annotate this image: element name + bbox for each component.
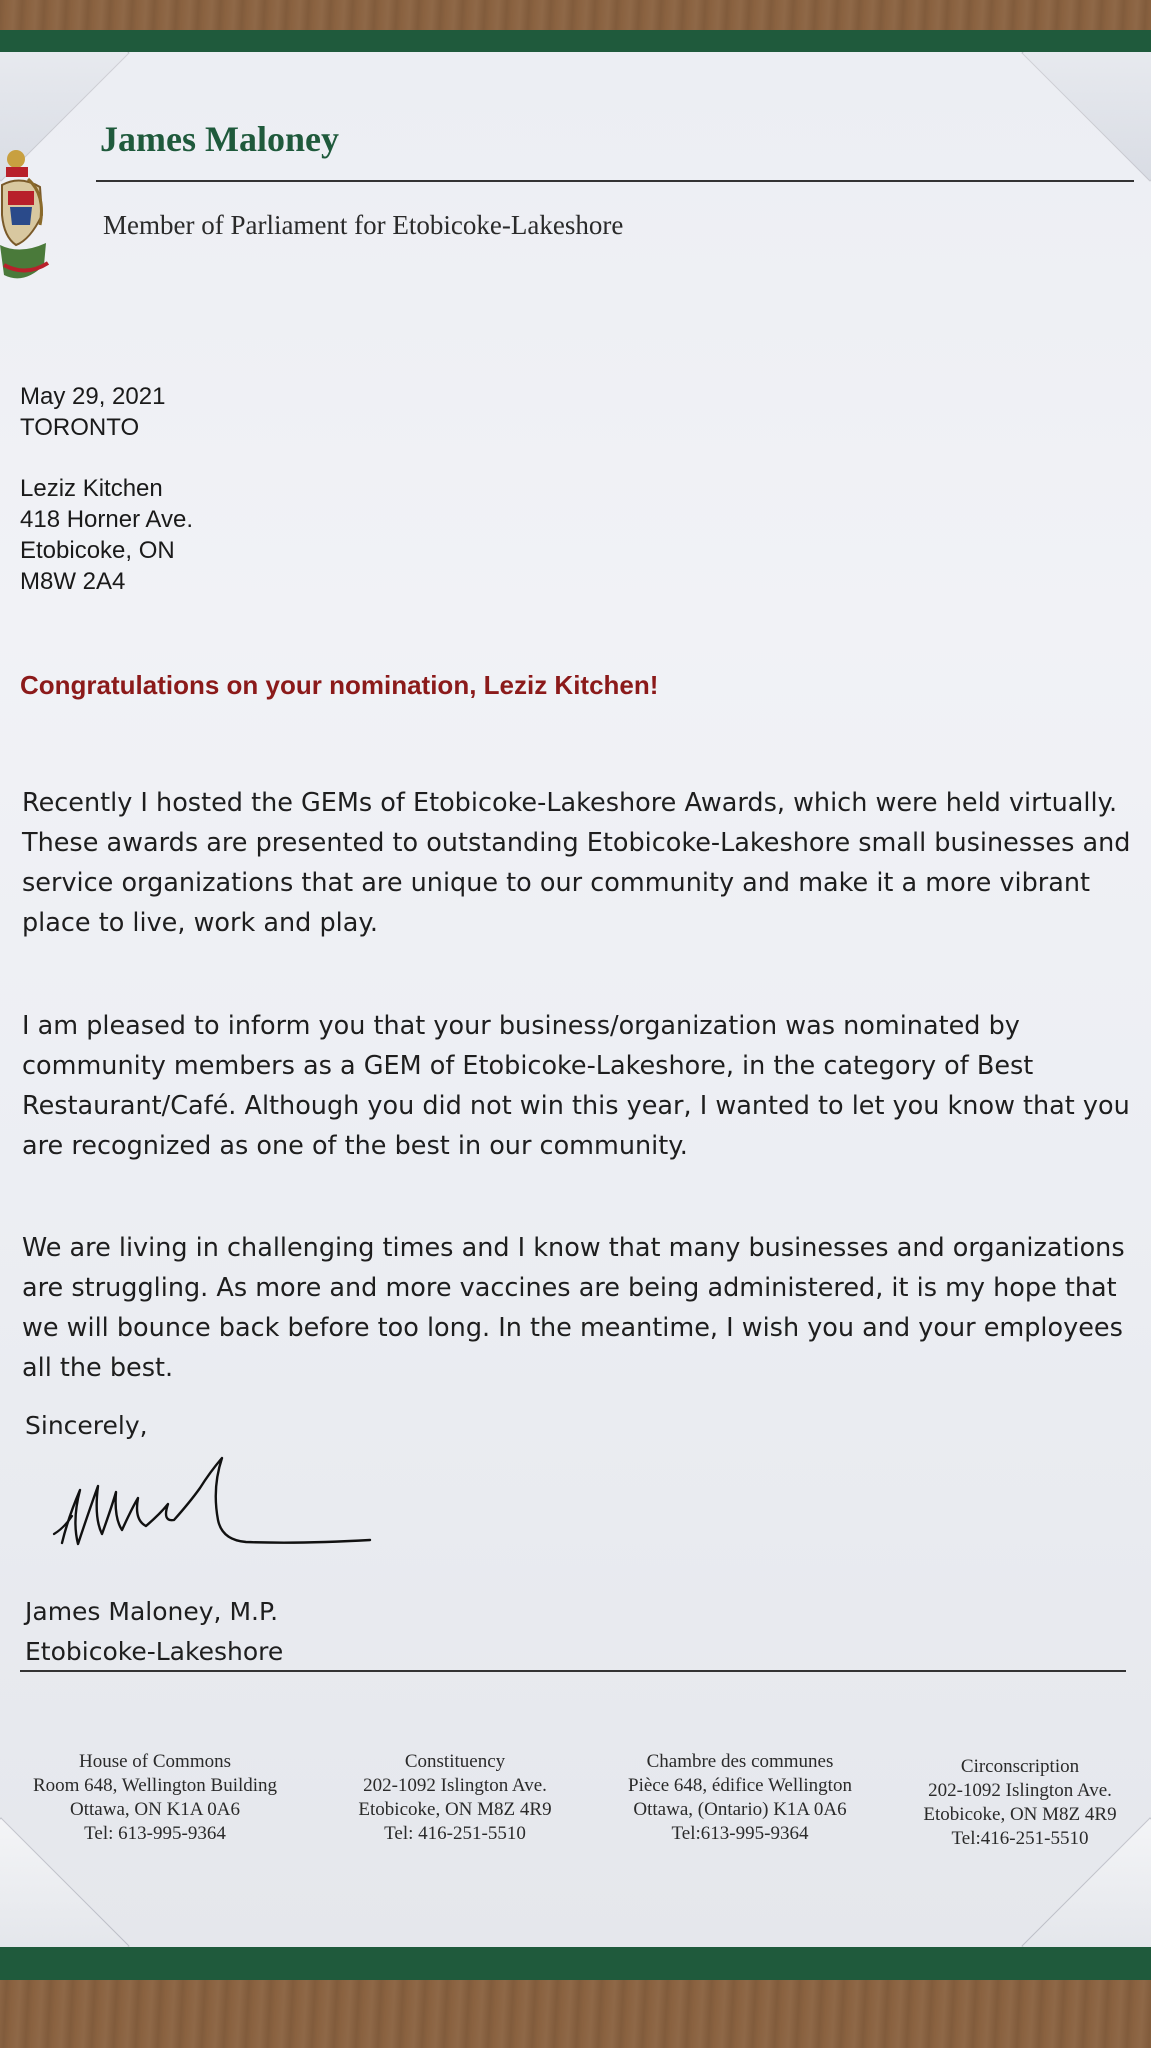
recipient-city: Etobicoke, ON: [20, 537, 175, 564]
footer-heading: Chambre des communes: [646, 1751, 834, 1772]
mp-title: Member of Parliament for Etobicoke-Lakeshore: [103, 210, 624, 240]
canada-coat-of-arms-icon: [0, 145, 50, 295]
letter-city: TORONTO: [20, 414, 140, 441]
recipient-address: [20, 473, 193, 597]
footer-address-line: 202-1092 Islington Ave.: [363, 1775, 547, 1796]
footer-heading: Constituency: [404, 1751, 506, 1772]
letter-date: May 29, 2021: [20, 383, 166, 410]
signer-riding: Etobicoke-Lakeshore: [25, 1637, 284, 1666]
footer-column-constituency: [315, 1750, 595, 1846]
recipient-name: Leziz Kitchen: [20, 475, 163, 502]
letterhead-divider: [96, 180, 1134, 182]
date-block: [20, 381, 165, 443]
footer-address-line: Ottawa, ON K1A 0A6: [70, 1799, 240, 1820]
footer-heading: House of Commons: [79, 1751, 231, 1772]
greeting-heading: Congratulations on your nomination, Leziz Kitchen!: [20, 670, 659, 700]
footer-address-line: Etobicoke, ON M8Z 4R9: [923, 1804, 1117, 1825]
footer-heading: Circonscription: [960, 1756, 1080, 1777]
footer-phone: Tel: 613-995-9364: [84, 1823, 226, 1844]
closing: Sincerely,: [25, 1411, 148, 1440]
footer-column-house-of-commons: [10, 1750, 300, 1846]
footer-address-line: Pièce 648, édifice Wellington: [628, 1775, 852, 1796]
recipient-street: 418 Horner Ave.: [20, 506, 194, 533]
handwritten-signature: [50, 1448, 380, 1558]
footer-address-line: Ottawa, (Ontario) K1A 0A6: [633, 1799, 847, 1820]
footer-divider: [20, 1670, 1126, 1672]
footer-phone: Tel:613-995-9364: [671, 1823, 809, 1844]
footer-phone: Tel: 416-251-5510: [384, 1823, 526, 1844]
recipient-postal: M8W 2A4: [20, 568, 126, 595]
footer-contacts: [0, 1750, 1151, 1880]
body-paragraph: Recently I hosted the GEMs of Etobicoke-Lakeshore Awards, which were held virtually. These awards are presented to outstanding Etobicoke-Lakeshore small businesses and service organizations that are unique to our community and make it a more vibrant place to live, work and play.: [22, 788, 1131, 938]
footer-column-circonscription: [890, 1755, 1150, 1851]
footer-column-chambre-des-communes: [590, 1750, 890, 1846]
photo-corner: [1021, 52, 1151, 182]
footer-address-line: 202-1092 Islington Ave.: [928, 1780, 1112, 1801]
body-paragraph: We are living in challenging times and I know that many businesses and organizations are struggling. As more and more vaccines are being administered, it is my hope that we will bounce back before too long. In the meantime, I wish you and your employees all the best.: [22, 1233, 1125, 1383]
body-paragraph: I am pleased to inform you that your business/organization was nominated by community members as a GEM of Etobicoke-Lakeshore, in the category of Best Restaurant/Café. Although you did not win this year, I wanted to let you know that you are recognized as one of the best in our community.: [22, 1011, 1130, 1161]
signer-name: James Maloney, M.P.: [25, 1597, 279, 1626]
mp-name: James Maloney: [100, 119, 339, 159]
footer-address-line: Etobicoke, ON M8Z 4R9: [358, 1799, 552, 1820]
footer-phone: Tel:416-251-5510: [951, 1828, 1089, 1849]
footer-address-line: Room 648, Wellington Building: [32, 1775, 278, 1796]
